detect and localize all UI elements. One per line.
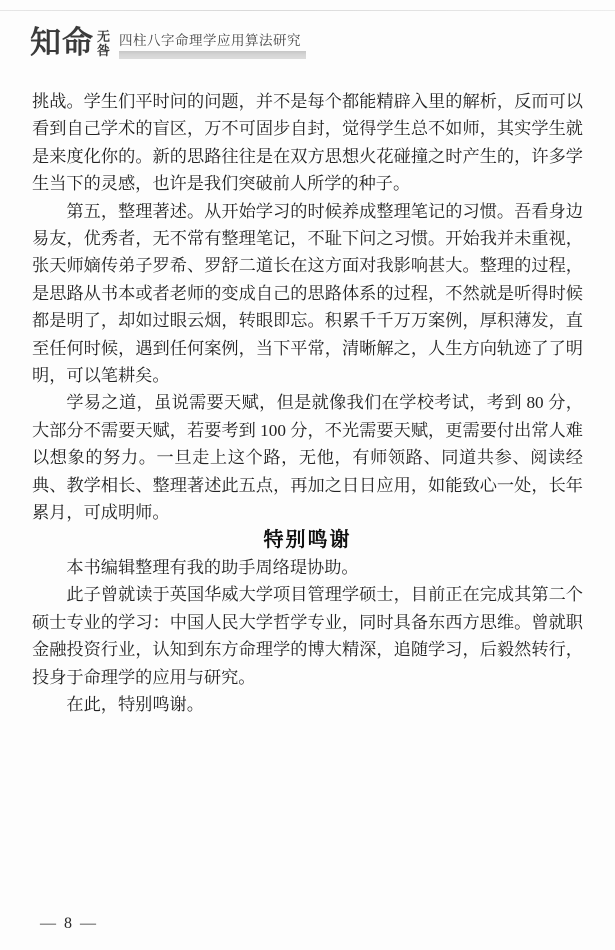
paragraph-study-path: 学易之道，虽说需要天赋，但是就像我们在学校考试，考到 80 分，大部分不需要天赋，若要考到 100 分，不光需要天赋，更需要付出常人难以想象的努力。一旦走上这个路，无他，有师领路、同道共参、阅读经典、教学相长、整理著述此五点，再加之日日应用，如能致心一处，长年累月，可成明师。 [32, 393, 583, 523]
page-header [30, 26, 306, 60]
brand-logo [30, 26, 110, 60]
book-subtitle: 四柱八字命理学应用算法研究 [119, 33, 302, 48]
paragraph-continuation: 挑战。学生们平时问的问题，并不是每个都能精辟入里的解析，反而可以看到自己学术的盲区，万不可固步自封，觉得学生总不如师，其实学生就是来度化你的。新的思路往往是在双方思想火花碰撞之时产生的，许多学生当下的灵感，也许是我们突破前人所学的种子。 [32, 92, 583, 194]
paragraph-assistant: 本书编辑整理有我的助手周络瑅协助。 [66, 557, 359, 577]
logo-stacked-text [97, 30, 110, 57]
page-number: — 8 — [40, 915, 98, 932]
section-heading-special-thanks: 特别鸣谢 [263, 528, 352, 551]
subtitle-underline-bar [119, 51, 306, 59]
paragraph-assistant-bio: 此子曾就读于英国华威大学项目管理学硕士，目前正在完成其第二个硕士专业的学习：中国人民大学哲学专业，同时具备东西方思维。曾就职金融投资行业，认知到东方命理学的博大精深，追随学习，后毅然转行，投身于命理学的应用与研究。 [32, 585, 583, 687]
page-body [32, 88, 583, 718]
paragraph-thanks-closing: 在此，特别鸣谢。 [66, 694, 204, 714]
logo-stack-top: 无 [97, 29, 111, 45]
top-rule [0, 10, 615, 11]
logo-stack-bottom: 咎 [97, 43, 111, 59]
paragraph-fifth-point: 第五，整理著述。从开始学习的时候养成整理笔记的习惯。吾看身边易友，优秀者，无不常有整理笔记，不耻下问之习惯。开始我并未重视，张天师嫡传弟子罗希、罗舒二道长在这方面对我影响甚大。整理的过程，是思路从书本或者老师的变成自己的思路体系的过程，不然就是听得时候都是明了，却如过眼云烟，转眼即忘。积累千千万万案例，厚积薄发，直至任何时候，遇到任何案例，当下平常，清晰解之，人生方向轨迹了了明明，可以笔耕矣。 [32, 201, 583, 386]
logo-main-text: 知命 [30, 25, 94, 60]
header-subtitle-block [119, 34, 306, 59]
